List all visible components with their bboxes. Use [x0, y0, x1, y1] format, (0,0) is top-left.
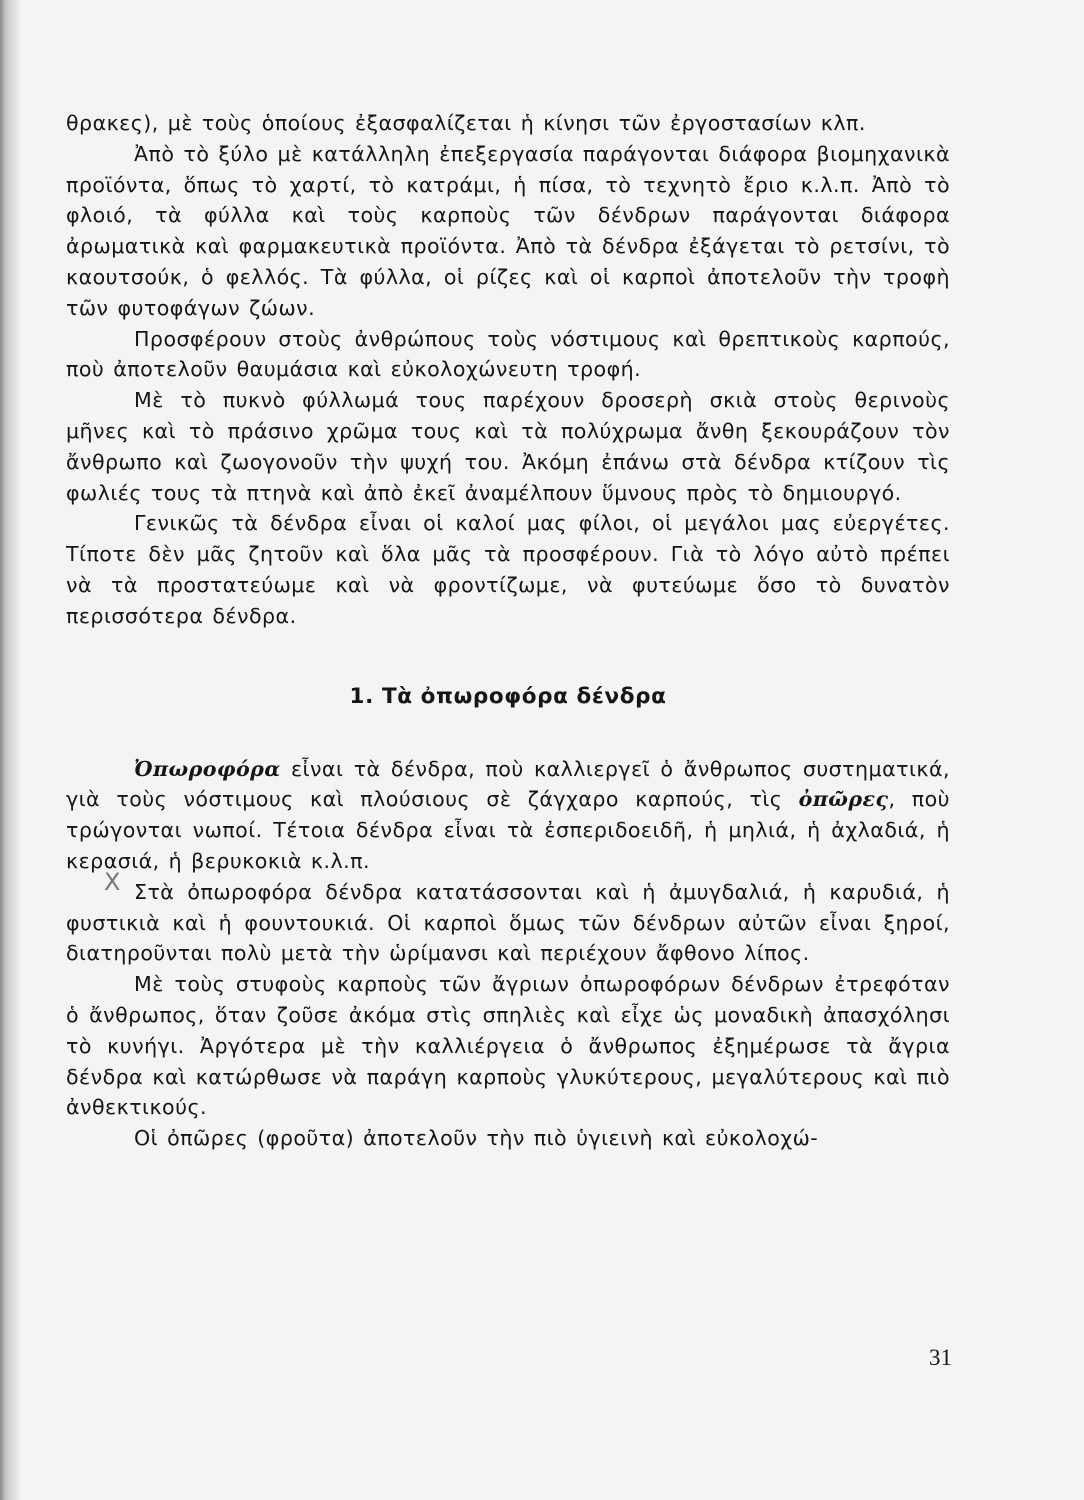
paragraph-history: Μὲ τοὺς στυφοὺς καρποὺς τῶν ἄγριων ὀπωροφόρων δένδρων ἐτρεφόταν ὁ ἄνθρωπος, ὅταν ζοῦσε ἀκόμα στὶς σπηλιὲς καὶ εἶχε ὡς μοναδικὴ ἀπασχόλησι τὸ κυνήγι. Ἀργότερα μὲ τὴν καλλιέργεια ὁ ἄνθρωπος ἐξημέρωσε τὰ ἄγρια δένδρα καὶ κατώρθωσε νὰ παράγη καρποὺς γλυκύτερους, μεγαλύτερους καὶ πιὸ ἀνθεκτικούς. — [66, 972, 950, 1120]
paragraph-benefactors: Γενικῶς τὰ δένδρα εἶναι οἱ καλοί μας φίλοι, οἱ μεγάλοι μας εὐεργέτες. Τίποτε δὲν μᾶς ζητοῦν καὶ ὅλα μᾶς τὰ προσφέρουν. Γιὰ τὸ λόγο αὐτὸ πρέπει νὰ τὰ προστατεύωμε καὶ νὰ φροντίζωμε, νὰ φυτεύωμε ὅσο τὸ δυνατὸν περισσότερα δένδρα. — [66, 511, 950, 628]
term-fruits: ὀπῶρες — [798, 787, 889, 812]
paragraph-fruit-trees-definition — [66, 754, 950, 877]
paragraph-foliage: Μὲ τὸ πυκνὸ φύλλωμά τους παρέχουν δροσερὴ σκιὰ στοὺς θερινοὺς μῆνες καὶ τὸ πράσινο χρῶμα τους καὶ τὰ πολύχρωμα ἄνθη ξεκουράζουν τὸν ἄνθρωπο καὶ ζωογονοῦν τὴν ψυχή του. Ἀκόμη ἐπάνω στὰ δένδρα κτίζουν τὶς φωλιές τους τὰ πτηνὰ καὶ ἀπὸ ἐκεῖ ἀναμέλπουν ὕμνους πρὸς τὸ δημιουργό. — [66, 388, 950, 505]
definition-text-a: εἶναι τὰ δένδρα, ποὺ καλλιεργεῖ ὁ ἄνθρωπος συστηματικά, γιὰ τοὺς νόστιμους καὶ πλούσιους σὲ ζάγχαρο καρπούς, τὶς — [66, 756, 950, 812]
paragraph-healthiest-food: Οἱ ὀπῶρες (φροῦτα) ἀποτελοῦν τὴν πιὸ ὑγιεινὴ καὶ εὐκολοχώ- — [134, 1126, 819, 1151]
section-heading: 1. Τὰ ὀπωροφόρα δένδρα — [349, 683, 667, 709]
definition-text-b: , ποὺ τρώγονται νωποί. Τέτοια δένδρα εἶναι τὰ ἐσπεριδοειδῆ, ἡ μηλιά, ἡ ἀχλαδιά, ἡ κερασιά, ἡ βερυκοκιὰ κ.λ.π. — [66, 787, 950, 873]
scan-shadow-edge — [0, 0, 20, 1500]
paragraph-wood-products: Ἀπὸ τὸ ξύλο μὲ κατάλληλη ἐπεξεργασία παράγονται διάφορα βιομηχανικὰ προϊόντα, ὅπως τὸ χαρτί, τὸ κατράμι, ἡ πίσα, τὸ τεχνητὸ ἔριο κ.λ.π. Ἀπὸ τὸ φλοιό, τὰ φύλλα καὶ τοὺς καρποὺς τῶν δένδρων παράγονται διάφορα ἀρωματικὰ καὶ φαρμακευτικὰ προϊόντα. Ἀπὸ τὰ δένδρα ἐξάγεται τὸ ρετσίνι, τὸ καουτσούκ, ὁ φελλός. Τὰ φύλλα, οἱ ρίζες καὶ οἱ καρποὶ ἀποτελοῦν τὴν τροφὴ τῶν φυτοφάγων ζώων. — [66, 141, 950, 320]
paragraph-continuation: θρακες), μὲ τοὺς ὁποίους ἐξασφαλίζεται ἡ κίνησι τῶν ἐργοστασίων κλπ. — [66, 111, 866, 135]
term-fruit-trees: Ὀπωροφόρα — [134, 756, 281, 781]
page-number: 31 — [929, 1345, 952, 1370]
pen-margin-mark: X — [104, 868, 121, 896]
paragraph-fruits: Προσφέρουν στοὺς ἀνθρώπους τοὺς νόστιμους καὶ θρεπτικοὺς καρπούς, ποὺ ἀποτελοῦν θαυμάσια καὶ εὐκολοχώνευτη τροφή. — [66, 326, 950, 382]
paragraph-nut-trees: Στὰ ὀπωροφόρα δένδρα κατατάσσονται καὶ ἡ ἀμυγδαλιά, ἡ καρυδιά, ἡ φυστικιὰ καὶ ἡ φουντουκιά. Οἱ καρποὶ ὅμως τῶν δένδρων αὐτῶν εἶναι ξηροί, διατηροῦνται πολὺ μετὰ τὴν ὡρίμανσι καὶ περιέχουν ἄφθονο λίπος. — [66, 879, 950, 966]
book-page-text — [66, 108, 950, 1154]
